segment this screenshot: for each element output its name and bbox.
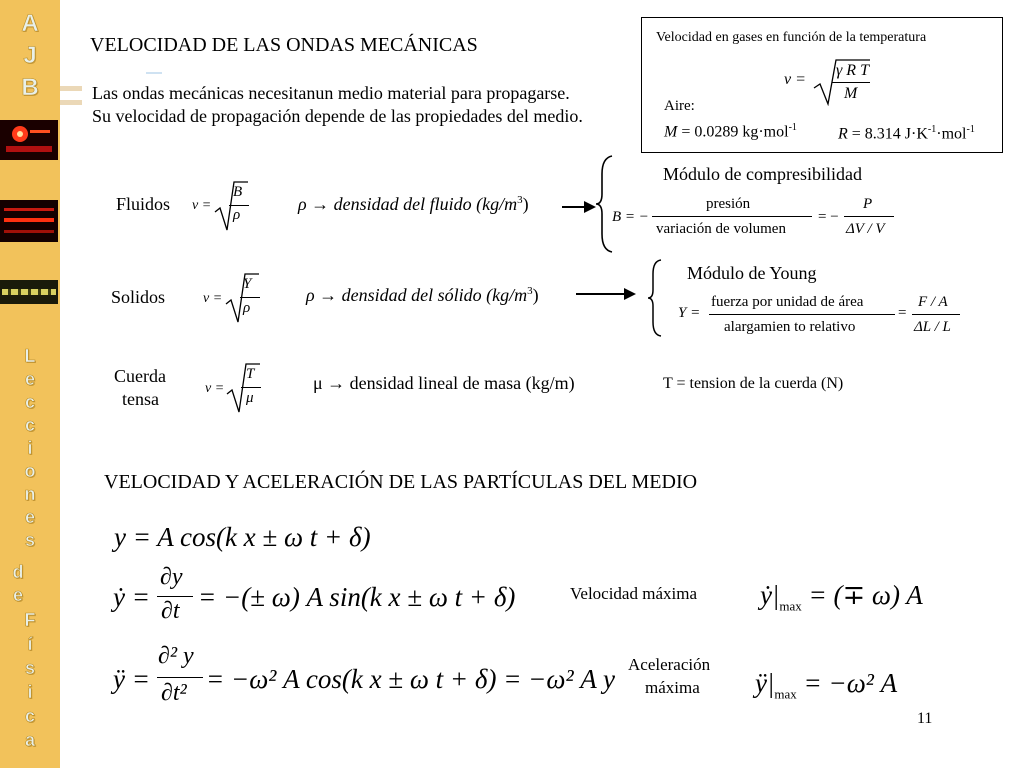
sidebar-letter: c xyxy=(24,706,35,726)
sidebar-letter: i xyxy=(27,438,33,458)
cuerda-desc: μ → densidad lineal de masa (kg/m) xyxy=(313,373,575,393)
amax-lhs: ÿ| xyxy=(755,668,775,698)
page-title: VELOCIDAD DE LAS ONDAS MECÁNICAS xyxy=(90,34,478,56)
solidos-label: Solidos xyxy=(111,287,166,307)
decorative-bar xyxy=(146,72,162,74)
fluidos-num: B xyxy=(233,184,243,200)
sidebar-letter: i xyxy=(27,682,33,702)
sidebar-letter: c xyxy=(24,392,35,412)
R-mid: ·mol xyxy=(936,125,967,143)
B-den2: ΔV / V xyxy=(846,221,885,237)
amax-label-1: Aceleración xyxy=(628,655,711,674)
B-num: presión xyxy=(706,196,751,212)
sidebar-letter: d xyxy=(12,562,24,582)
R-value: = 8.314 J·K xyxy=(847,125,928,143)
decorative-bar xyxy=(60,86,82,91)
fraction-bar xyxy=(652,216,812,217)
solidos-desc-exp: 3 xyxy=(527,285,533,297)
fluidos-den: ρ xyxy=(233,207,241,223)
sidebar-letter: e xyxy=(24,369,35,389)
amax-rhs: = −ω² A xyxy=(796,668,898,698)
cuerda-num: T xyxy=(246,366,255,382)
arrow xyxy=(576,293,626,295)
young-title: Módulo de Young xyxy=(687,263,817,283)
tension-label: T = tension de la cuerda (N) xyxy=(663,375,844,392)
cuerda-v-eq: v = xyxy=(205,381,225,396)
Y-num2: F / A xyxy=(918,294,948,310)
gas-num: γ R T xyxy=(836,62,869,79)
R-symbol: R xyxy=(838,125,848,143)
arrow-head xyxy=(624,288,636,300)
sidebar-letter: J xyxy=(23,42,37,69)
R-exponent-1: -1 xyxy=(927,124,937,135)
intro-line-2: Su velocidad de propagación depende de las propiedades del medio. xyxy=(92,106,583,126)
M-exponent: -1 xyxy=(788,122,797,133)
gas-velocity-box xyxy=(641,17,1003,153)
left-brace xyxy=(594,154,616,254)
gas-v-eq: v = xyxy=(784,71,806,88)
Y-eq2: = xyxy=(898,305,907,321)
sidebar-letter: B xyxy=(21,74,39,101)
sidebar-letter: s xyxy=(24,530,35,550)
vmax-sub: max xyxy=(779,598,802,614)
fluidos-desc-exp: 3 xyxy=(517,194,523,206)
vmax-rhs: = (∓ ω) A xyxy=(801,580,923,610)
eq-velocity-num: ∂y xyxy=(160,564,183,590)
eq-velocity-rhs: = −(± ω) A sin(k x ± ω t + δ) xyxy=(198,582,516,612)
amax-label-2: máxima xyxy=(645,678,700,697)
fluidos-desc: ρ → densidad del fluido (kg/m xyxy=(298,194,518,214)
decorative-bar xyxy=(60,100,82,105)
fraction-bar xyxy=(229,205,249,206)
fluidos-v-eq: v = xyxy=(192,198,212,213)
sidebar-letter: F xyxy=(24,610,36,630)
sidebar-letter: e xyxy=(12,585,23,605)
eq-acceleration-den: ∂t² xyxy=(161,680,187,706)
sqrt-sign xyxy=(226,362,262,414)
sidebar-letter: s xyxy=(24,658,35,678)
solidos-num: Y xyxy=(243,276,252,292)
fluidos-desc-end: ) xyxy=(522,194,529,214)
eq-acceleration-num: ∂² y xyxy=(158,643,194,669)
M-symbol: M xyxy=(664,123,678,141)
sidebar-letter: L xyxy=(24,346,36,366)
cuerda-label-1: Cuerda xyxy=(114,366,166,386)
fraction-bar xyxy=(844,216,894,217)
eq-position: y = A cos(k x ± ω t + δ) xyxy=(114,522,371,552)
gas-den: M xyxy=(844,85,858,102)
aire-label: Aire: xyxy=(664,98,695,114)
B-eq2: = − xyxy=(818,209,839,225)
eq-acceleration-rhs: = −ω² A cos(k x ± ω t + δ) = −ω² A y xyxy=(206,664,616,694)
sidebar-letter: o xyxy=(24,461,36,481)
fraction-bar xyxy=(157,596,193,597)
arrow xyxy=(562,206,586,208)
Y-eq: Y = xyxy=(678,305,701,321)
vmax-lhs: ẏ| xyxy=(760,580,780,610)
sidebar xyxy=(0,0,60,768)
fraction-bar xyxy=(241,387,261,388)
B-eq: B = − xyxy=(612,209,649,225)
eq-velocity-den: ∂t xyxy=(161,598,180,624)
fraction-bar xyxy=(832,82,870,83)
solidos-v-eq: v = xyxy=(203,291,223,306)
compresibilidad-title: Módulo de compresibilidad xyxy=(663,164,862,184)
thumbnail-image-2 xyxy=(0,200,58,242)
solidos-den: ρ xyxy=(243,300,251,316)
fraction-bar xyxy=(912,314,960,315)
B-den: variación de volumen xyxy=(656,221,786,237)
section-title-2: VELOCIDAD Y ACELERACIÓN DE LAS PARTÍCULAS DEL MEDIO xyxy=(104,471,698,493)
cuerda-label-2: tensa xyxy=(122,389,159,409)
amax-sub: max xyxy=(774,686,797,702)
sidebar-letter: a xyxy=(24,730,35,750)
intro-line-1: Las ondas mecánicas necesitanun medio material para propagarse. xyxy=(92,83,570,103)
sidebar-letter: n xyxy=(24,484,36,504)
sidebar-letter: c xyxy=(24,415,35,435)
solidos-desc-end: ) xyxy=(532,285,539,305)
Y-num: fuerza por unidad de área xyxy=(711,294,864,310)
fraction-bar xyxy=(709,314,895,315)
fraction-bar xyxy=(240,297,260,298)
fraction-bar xyxy=(157,677,203,678)
sqrt-sign xyxy=(214,180,250,232)
sidebar-letter: A xyxy=(21,10,39,37)
B-num2: P xyxy=(863,196,873,212)
sidebar-letter: í xyxy=(27,634,33,654)
Y-den2: ΔL / L xyxy=(914,319,951,335)
M-value: = 0.0289 kg·mol xyxy=(677,123,789,141)
Y-den: alargamien to relativo xyxy=(724,319,856,335)
solidos-desc: ρ → densidad del sólido (kg/m xyxy=(306,285,528,305)
eq-acceleration-lhs: ÿ = xyxy=(113,664,150,694)
eq-velocity-lhs: ẏ = xyxy=(113,582,150,612)
gas-box-title: Velocidad en gases en función de la temperatura xyxy=(656,30,927,45)
R-exponent-2: -1 xyxy=(966,124,975,135)
thumbnail-image-3 xyxy=(0,280,58,304)
thumbnail-image-1 xyxy=(0,120,58,160)
cuerda-den: μ xyxy=(246,390,254,406)
vmax-label: Velocidad máxima xyxy=(570,584,697,603)
sidebar-letter: e xyxy=(24,507,35,527)
fluidos-label: Fluidos xyxy=(116,194,171,214)
left-brace xyxy=(646,258,664,338)
page-number: 11 xyxy=(917,710,933,727)
